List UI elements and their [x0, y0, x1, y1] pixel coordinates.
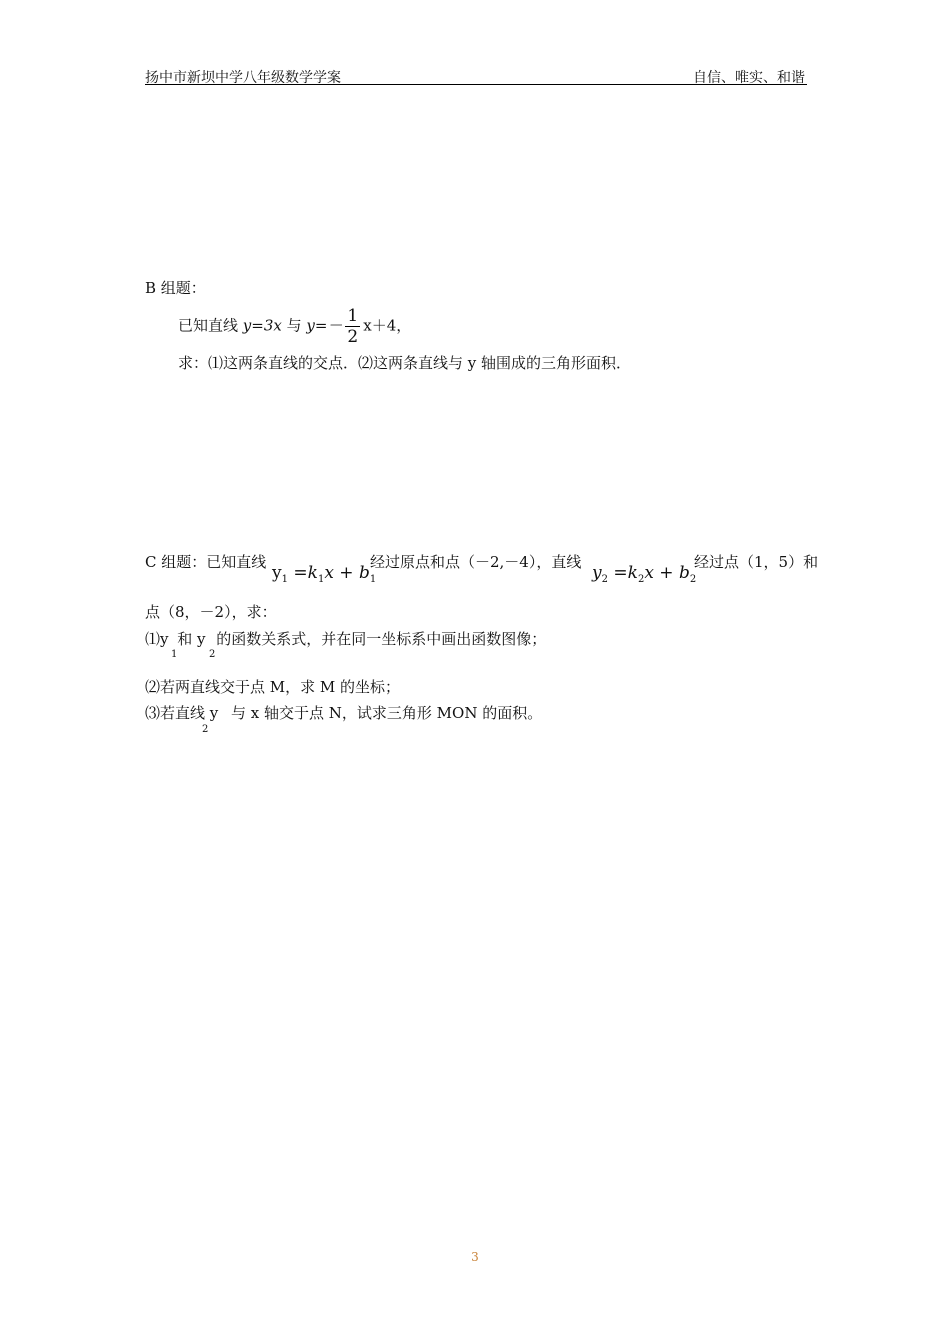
- fraction-one-half: [345, 306, 360, 347]
- eq1-y-sub: 1: [281, 574, 288, 585]
- b-problem-line2: 求：⑴这两条直线的交点．⑵这两条直线与 y 轴围成的三角形面积．: [178, 354, 632, 372]
- c-equation-1: [272, 563, 376, 585]
- eq2-b-sub: 2: [689, 574, 697, 585]
- header-school-title: 扬中市新坝中学八年级数学学案: [145, 70, 341, 86]
- header-divider: [145, 84, 807, 85]
- eq1-b-sub: 1: [369, 574, 377, 585]
- c-question-3: [145, 702, 542, 723]
- fraction-numerator: 1: [347, 306, 359, 326]
- q1-subscript-1: 1: [171, 649, 178, 660]
- b-line1-mid: 与: [281, 316, 307, 335]
- b-line1-prefix: 已知直线: [178, 316, 243, 335]
- page-number: 3: [471, 1250, 479, 1264]
- eq1-y: y: [272, 563, 282, 583]
- q1-part-a: ⑴y: [145, 630, 169, 648]
- b-problem-line1: [178, 306, 411, 347]
- c-question-2: ⑵若两直线交于点 M，求 M 的坐标；: [145, 678, 401, 696]
- c-section-title: C 组题：已知直线: [145, 553, 267, 571]
- eq2-rest2: x + b: [644, 563, 690, 583]
- b-equation-2-end: x＋4，: [363, 316, 412, 335]
- q1-part-b: 和 y: [172, 630, 206, 648]
- q3-subscript: 2: [202, 724, 209, 735]
- c-equation-2: [592, 563, 696, 585]
- q3-part-a: ⑶若直线 y: [145, 704, 219, 722]
- q1-part-c: 的函数关系式，并在同一坐标系中画出函数图像；: [211, 630, 547, 648]
- eq2-k-sub: 2: [637, 574, 645, 585]
- c-problem-line2: 点（8，－2），求：: [145, 603, 277, 621]
- eq2-rest1: =k: [607, 563, 638, 583]
- c-middle-text: 经过原点和点（－2,－4），直线: [370, 553, 582, 571]
- c-question-1: [145, 628, 546, 649]
- eq2-y-sub: 2: [601, 574, 608, 585]
- eq2-y: y: [592, 563, 602, 583]
- header-motto: 自信、唯实、和谐: [693, 70, 805, 86]
- q3-part-b: 与 x 轴交于点 N，试求三角形 MON 的面积。: [226, 704, 543, 722]
- b-equation-1: y=3x: [242, 316, 282, 335]
- eq1-rest1: =k: [287, 563, 318, 583]
- q1-subscript-2: 2: [209, 649, 216, 660]
- c-tail-text: 经过点（1，5）和: [694, 553, 819, 571]
- b-equation-2-start: y=－: [306, 316, 343, 335]
- b-section-title: B 组题：: [145, 279, 206, 297]
- eq1-rest2: x + b: [324, 563, 370, 583]
- fraction-denominator: 2: [347, 327, 359, 347]
- eq1-k-sub: 1: [317, 574, 325, 585]
